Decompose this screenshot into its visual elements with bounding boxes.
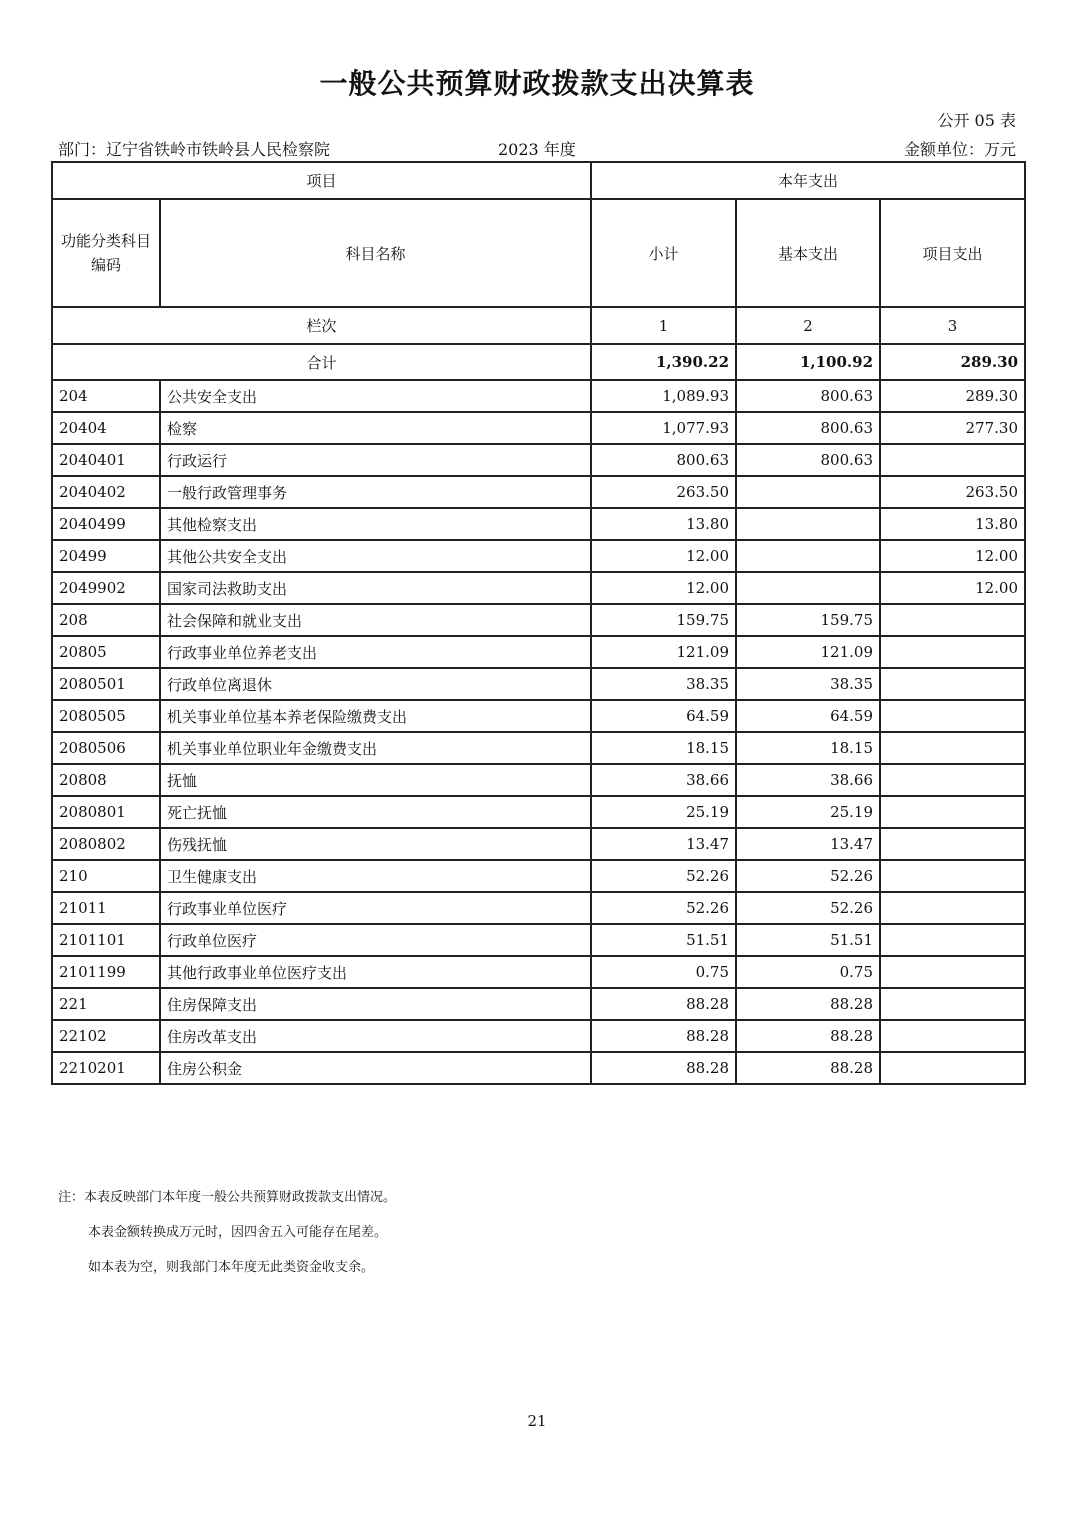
- project-cell: [880, 604, 1025, 636]
- project-cell: [880, 732, 1025, 764]
- project-cell: 12.00: [880, 540, 1025, 572]
- code-cell: 2080501: [52, 668, 160, 700]
- subtotal-cell: 13.47: [591, 828, 736, 860]
- code-cell: 2210201: [52, 1052, 160, 1084]
- basic-cell: 38.35: [736, 668, 880, 700]
- project-cell: 12.00: [880, 572, 1025, 604]
- subject-name-cell: 行政单位离退休: [160, 668, 591, 700]
- table-row: [52, 956, 1025, 988]
- subtotal-header: 小计: [591, 199, 736, 307]
- basic-cell: 159.75: [736, 604, 880, 636]
- basic-cell: [736, 508, 880, 540]
- code-cell: 2080506: [52, 732, 160, 764]
- basic-cell: 800.63: [736, 380, 880, 412]
- subject-name-cell: 抚恤: [160, 764, 591, 796]
- subtotal-cell: 52.26: [591, 860, 736, 892]
- table-row: [52, 412, 1025, 444]
- subtotal-cell: 12.00: [591, 572, 736, 604]
- basic-cell: [736, 476, 880, 508]
- note-line: 如本表为空，则我部门本年度无此类资金收支余。: [88, 1260, 375, 1275]
- code-cell: 22102: [52, 1020, 160, 1052]
- total-row: [52, 344, 1025, 380]
- table-row: [52, 700, 1025, 732]
- subject-name-cell: 其他检察支出: [160, 508, 591, 540]
- code-cell: 2080802: [52, 828, 160, 860]
- project-cell: [880, 636, 1025, 668]
- basic-cell: 51.51: [736, 924, 880, 956]
- project-cell: [880, 700, 1025, 732]
- subject-name-cell: 其他行政事业单位医疗支出: [160, 956, 591, 988]
- table-row: [52, 604, 1025, 636]
- table-row: [52, 1020, 1025, 1052]
- table-row: [52, 860, 1025, 892]
- table-row: [52, 444, 1025, 476]
- project-cell: [880, 1052, 1025, 1084]
- table-row: [52, 508, 1025, 540]
- subtotal-cell: 88.28: [591, 1052, 736, 1084]
- subject-name-cell: 机关事业单位职业年金缴费支出: [160, 732, 591, 764]
- subject-name-cell: 公共安全支出: [160, 380, 591, 412]
- basic-cell: 0.75: [736, 956, 880, 988]
- page-number: 21: [527, 1412, 547, 1430]
- table-row: [52, 668, 1025, 700]
- code-cell: 20808: [52, 764, 160, 796]
- subtotal-cell: 52.26: [591, 892, 736, 924]
- project-cell: [880, 860, 1025, 892]
- basic-cell: 121.09: [736, 636, 880, 668]
- table-row: [52, 636, 1025, 668]
- code-cell: 20499: [52, 540, 160, 572]
- current-year-header: 本年支出: [591, 162, 1025, 199]
- subject-name-cell: 行政事业单位医疗: [160, 892, 591, 924]
- code-cell: 21011: [52, 892, 160, 924]
- total-subtotal: 1,390.22: [591, 344, 736, 380]
- project-cell: 289.30: [880, 380, 1025, 412]
- notes: [58, 1180, 396, 1285]
- code-cell: 2040401: [52, 444, 160, 476]
- table-row: [52, 476, 1025, 508]
- subject-name-cell: 其他公共安全支出: [160, 540, 591, 572]
- subtotal-cell: 18.15: [591, 732, 736, 764]
- table-row: [52, 572, 1025, 604]
- basic-cell: 64.59: [736, 700, 880, 732]
- subtotal-cell: 1,089.93: [591, 380, 736, 412]
- subject-name-header: 科目名称: [160, 199, 591, 307]
- subject-name-cell: 行政事业单位养老支出: [160, 636, 591, 668]
- table-row: [52, 732, 1025, 764]
- note-line: 注：本表反映部门本年度一般公共预算财政拨款支出情况。: [58, 1190, 397, 1205]
- column-number-3: 3: [880, 307, 1025, 344]
- note-line: 本表金额转换成万元时，因四舍五入可能存在尾差。: [88, 1225, 388, 1240]
- project-cell: [880, 444, 1025, 476]
- project-cell: [880, 764, 1025, 796]
- column-number-2: 2: [736, 307, 880, 344]
- basic-cell: 88.28: [736, 1020, 880, 1052]
- subject-name-cell: 国家司法救助支出: [160, 572, 591, 604]
- amount-unit: 金额单位：万元: [903, 140, 1016, 159]
- expenditure-table: [51, 161, 1026, 1085]
- project-cell: 277.30: [880, 412, 1025, 444]
- header-row-1: [52, 162, 1025, 199]
- code-header: 功能分类科目编码: [52, 199, 160, 307]
- subject-name-cell: 死亡抚恤: [160, 796, 591, 828]
- code-cell: 2040402: [52, 476, 160, 508]
- header-row-2: [52, 199, 1025, 307]
- basic-cell: 18.15: [736, 732, 880, 764]
- project-cell: [880, 828, 1025, 860]
- subject-name-cell: 住房公积金: [160, 1052, 591, 1084]
- department-label: 部门：辽宁省铁岭市铁岭县人民检察院: [58, 140, 331, 159]
- basic-cell: 88.28: [736, 1052, 880, 1084]
- code-cell: 208: [52, 604, 160, 636]
- code-cell: 2101101: [52, 924, 160, 956]
- project-cell: [880, 1020, 1025, 1052]
- basic-header: 基本支出: [736, 199, 880, 307]
- column-number-row: [52, 307, 1025, 344]
- total-label: 合计: [52, 344, 591, 380]
- code-cell: 20404: [52, 412, 160, 444]
- code-cell: 210: [52, 860, 160, 892]
- subtotal-cell: 121.09: [591, 636, 736, 668]
- subtotal-cell: 13.80: [591, 508, 736, 540]
- subtotal-cell: 159.75: [591, 604, 736, 636]
- project-cell: [880, 924, 1025, 956]
- basic-cell: 38.66: [736, 764, 880, 796]
- subtotal-cell: 25.19: [591, 796, 736, 828]
- subtotal-cell: 51.51: [591, 924, 736, 956]
- subject-name-cell: 住房保障支出: [160, 988, 591, 1020]
- subtotal-cell: 800.63: [591, 444, 736, 476]
- subject-name-cell: 伤残抚恤: [160, 828, 591, 860]
- subtotal-cell: 88.28: [591, 988, 736, 1020]
- subject-name-cell: 机关事业单位基本养老保险缴费支出: [160, 700, 591, 732]
- basic-cell: 800.63: [736, 444, 880, 476]
- project-header: 项目: [52, 162, 591, 199]
- column-number-1: 1: [591, 307, 736, 344]
- table-row: [52, 828, 1025, 860]
- table-row: [52, 796, 1025, 828]
- basic-cell: 88.28: [736, 988, 880, 1020]
- project-cell: [880, 892, 1025, 924]
- basic-cell: 52.26: [736, 860, 880, 892]
- project-cell: [880, 668, 1025, 700]
- form-number: 公开 05 表: [937, 111, 1016, 130]
- basic-cell: 13.47: [736, 828, 880, 860]
- subtotal-cell: 1,077.93: [591, 412, 736, 444]
- subject-name-cell: 卫生健康支出: [160, 860, 591, 892]
- project-cell: [880, 988, 1025, 1020]
- subtotal-cell: 263.50: [591, 476, 736, 508]
- column-number-label: 栏次: [52, 307, 591, 344]
- project-cell: [880, 796, 1025, 828]
- code-cell: 20805: [52, 636, 160, 668]
- basic-cell: 25.19: [736, 796, 880, 828]
- table-row: [52, 540, 1025, 572]
- subject-name-cell: 住房改革支出: [160, 1020, 591, 1052]
- code-cell: 2080505: [52, 700, 160, 732]
- subject-name-cell: 一般行政管理事务: [160, 476, 591, 508]
- code-cell: 2080801: [52, 796, 160, 828]
- project-cell: 263.50: [880, 476, 1025, 508]
- basic-cell: 800.63: [736, 412, 880, 444]
- code-cell: 2101199: [52, 956, 160, 988]
- code-cell: 2040499: [52, 508, 160, 540]
- subject-name-cell: 检察: [160, 412, 591, 444]
- project-expense-header: 项目支出: [880, 199, 1025, 307]
- total-project: 289.30: [880, 344, 1025, 380]
- code-cell: 204: [52, 380, 160, 412]
- table-row: [52, 892, 1025, 924]
- subtotal-cell: 88.28: [591, 1020, 736, 1052]
- table-row: [52, 380, 1025, 412]
- total-basic: 1,100.92: [736, 344, 880, 380]
- code-cell: 221: [52, 988, 160, 1020]
- fiscal-year: 2023 年度: [498, 140, 576, 159]
- code-cell: 2049902: [52, 572, 160, 604]
- project-cell: [880, 956, 1025, 988]
- subtotal-cell: 12.00: [591, 540, 736, 572]
- subject-name-cell: 行政单位医疗: [160, 924, 591, 956]
- basic-cell: [736, 540, 880, 572]
- subtotal-cell: 38.66: [591, 764, 736, 796]
- table-row: [52, 1052, 1025, 1084]
- basic-cell: 52.26: [736, 892, 880, 924]
- basic-cell: [736, 572, 880, 604]
- subject-name-cell: 社会保障和就业支出: [160, 604, 591, 636]
- project-cell: 13.80: [880, 508, 1025, 540]
- table-row: [52, 764, 1025, 796]
- subtotal-cell: 38.35: [591, 668, 736, 700]
- page-title: 一般公共预算财政拨款支出决算表: [319, 67, 755, 100]
- subject-name-cell: 行政运行: [160, 444, 591, 476]
- table-row: [52, 988, 1025, 1020]
- subtotal-cell: 0.75: [591, 956, 736, 988]
- subtotal-cell: 64.59: [591, 700, 736, 732]
- table-row: [52, 924, 1025, 956]
